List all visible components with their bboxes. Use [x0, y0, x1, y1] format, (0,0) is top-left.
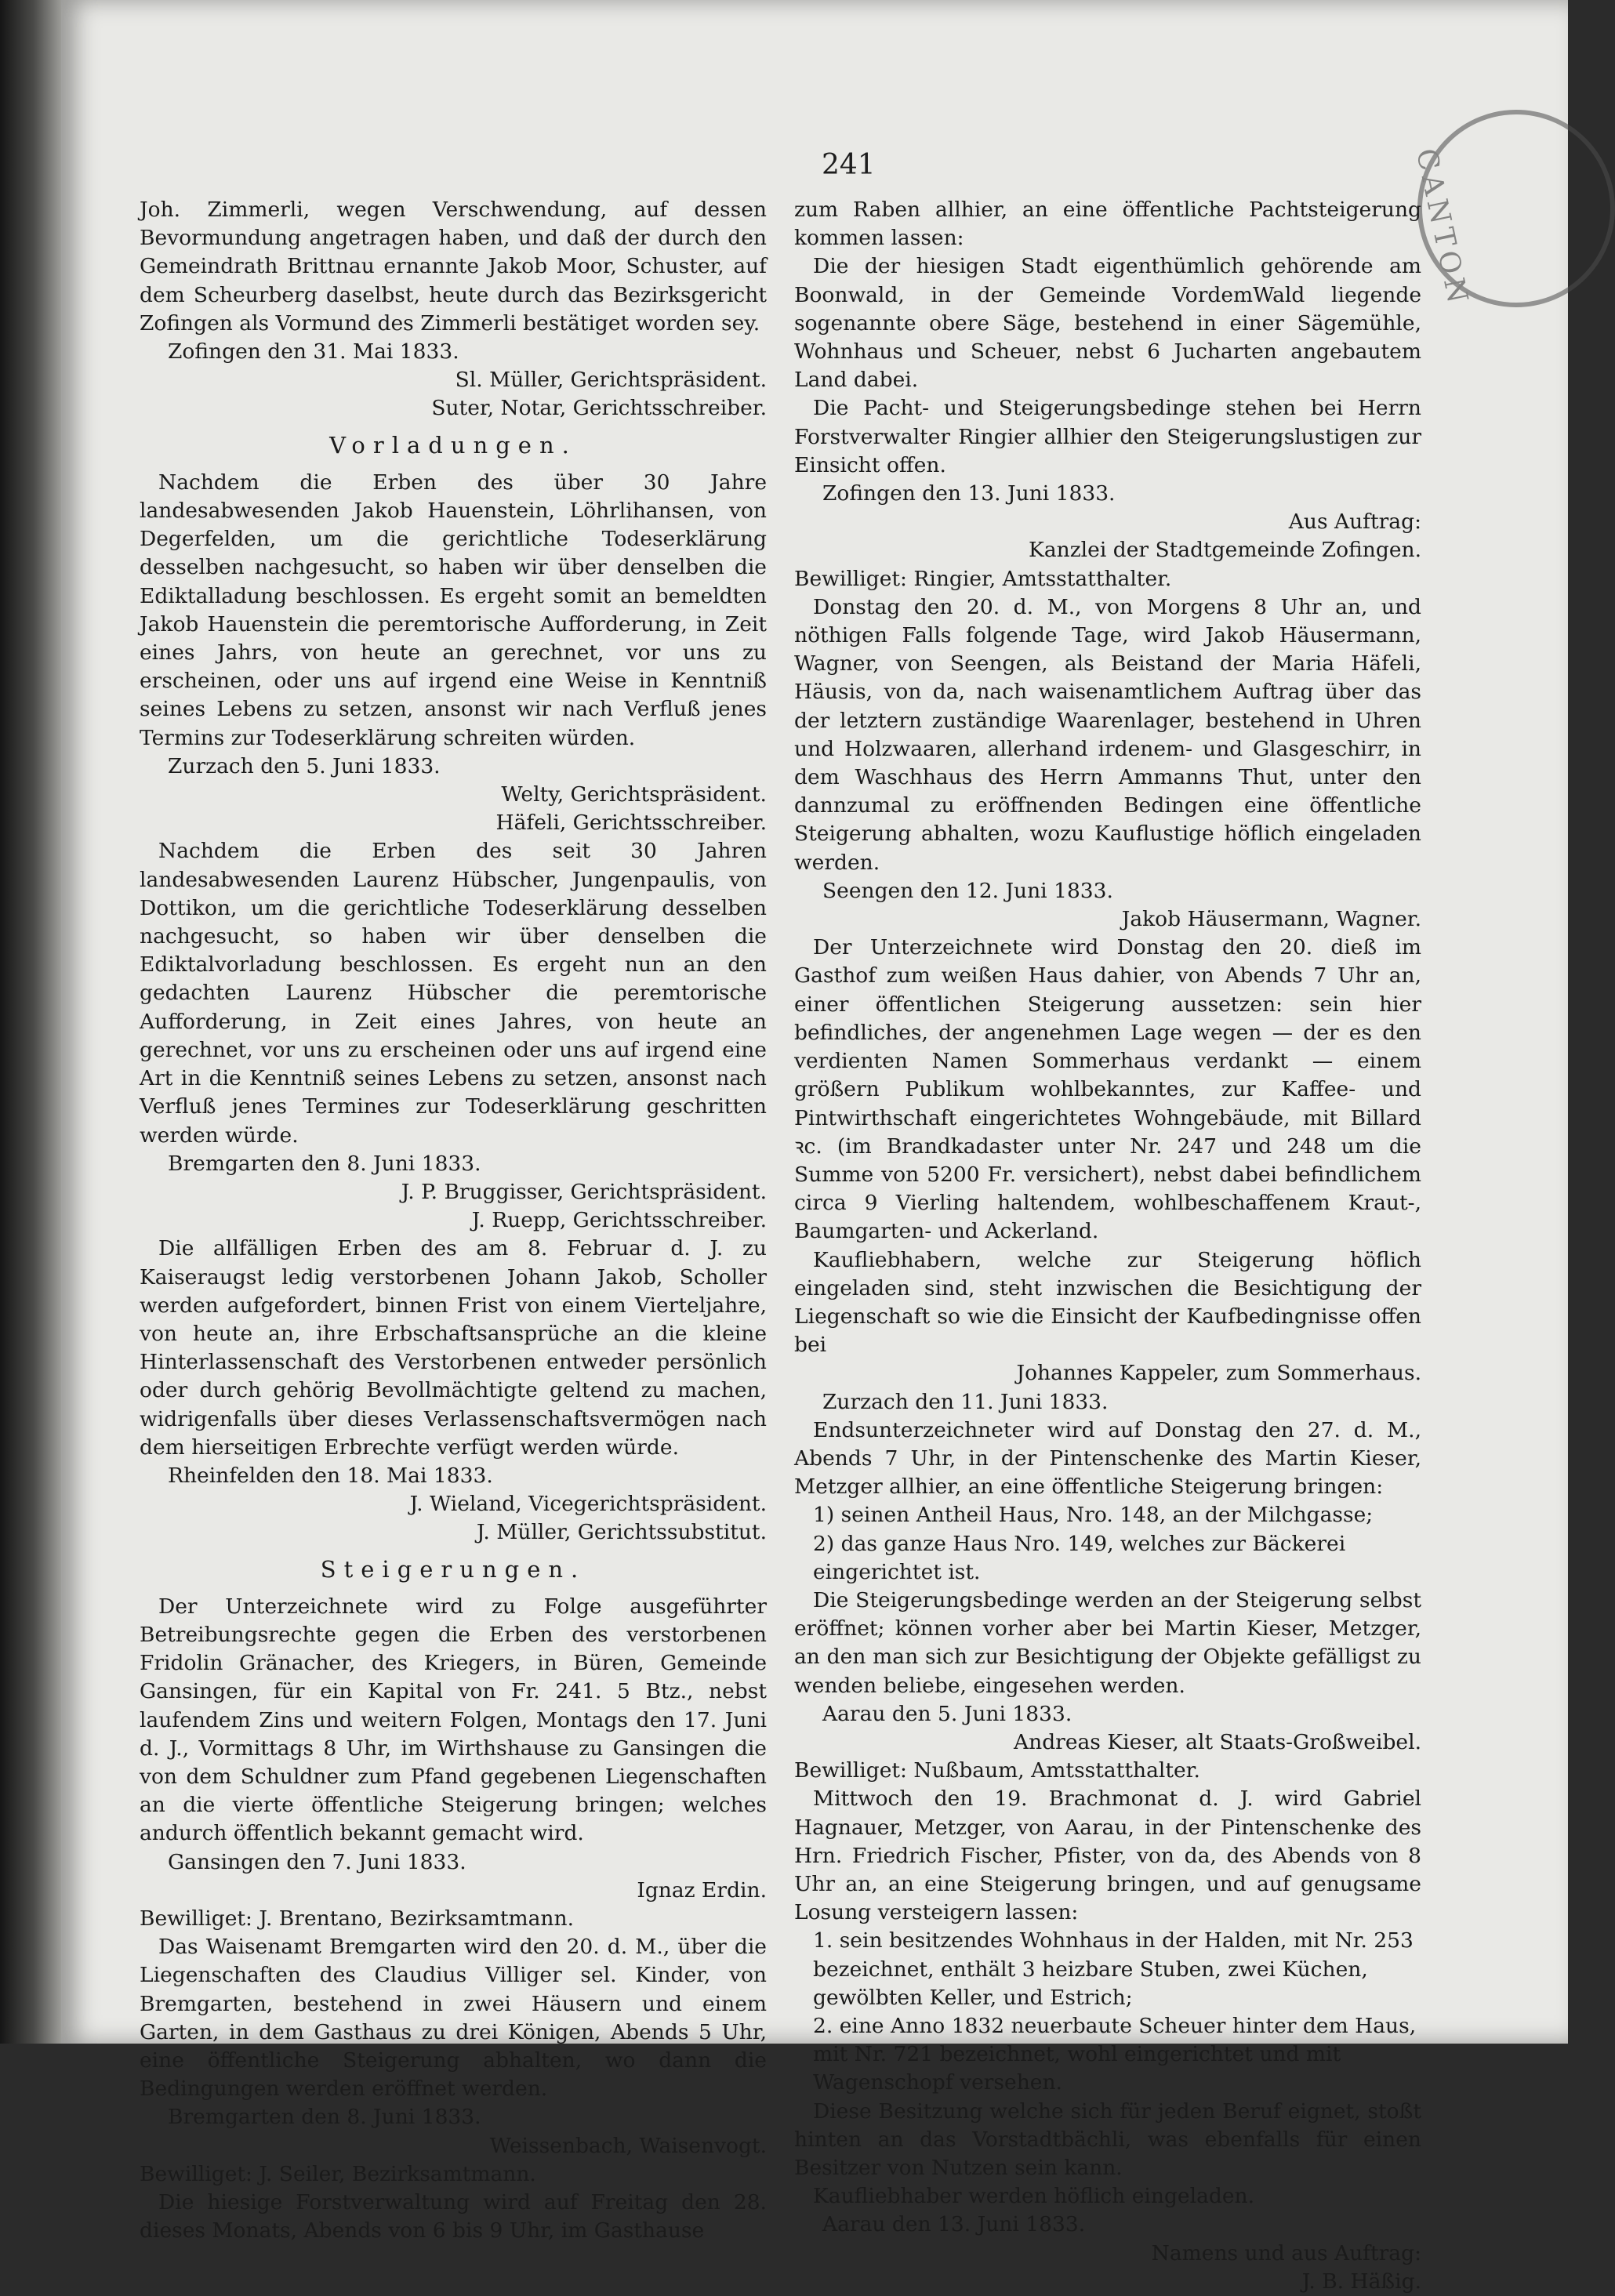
notice-kieser: Endsunterzeichneter wird auf Donstag den 27. d. M., Abends 7 Uhr, in der Pintenschenke des Martin Kieser, Metzger allhier, an eine öffentliche Steigerung bringen:: [794, 1417, 1421, 1500]
list-item: 1. sein besitzendes Wohnhaus in der Halden, mit Nr. 253 bezeichnet, enthält 3 heizbare Stuben, zwei Küchen, gewölbten Keller, und Estrich;: [813, 1928, 1414, 2010]
approval-line: Bewilliget: Ringier, Amtsstatthalter.: [794, 566, 1172, 591]
notice-kaufliebhaber: Kaufliebhabern, welche zur Steigerung höflich eingeladen sind, steht inzwischen die Besichtigung der Liegenschaft so wie die Einsicht der Kaufbedingnisse offen bei: [794, 1247, 1421, 1358]
notice-waisenamt: Das Waisenamt Bremgarten wird den 20. d. M., über die Liegenschaften des Claudius Villiger sel. Kinder, von Bremgarten, bestehend in zwei Häusern und einem Garten, in dem Gasthaus zu drei Königen, Abends 5 Uhr, eine öffentliche Steigerung abhalten, wo dann die Bedingungen werden eröffnet werden.: [140, 1935, 767, 2102]
notice-graenacher: Der Unterzeichnete wird zu Folge ausgeführter Betreibungsrechte gegen die Erben des verstorbenen Fridolin Gränacher, des Kriegers, in Büren, Gemeinde Gansingen, für ein Kapital von Fr. 241. 5 Btz., nebst laufendem Zins und weitern Folgen, Montags den 17. Juni d. J., Vormittags 8 Uhr, im Wirthshause zu Gansingen die von dem Schuldner zum Pfand gegebenen Liegenschaften an die vierte öffentliche Steigerung bringen; welches andurch öffentlich bekannt gemacht wird.: [140, 1594, 767, 1846]
notice-date: Rheinfelden den 18. Mai 1833.: [168, 1463, 493, 1488]
book-gutter: [0, 0, 61, 2044]
notice-forstverwaltung-cont: zum Raben allhier, an eine öffentliche Pachtsteigerung kommen lassen:: [794, 198, 1421, 251]
notice-date: Zurzach den 11. Juni 1833.: [822, 1389, 1109, 1414]
notice-hagnauer: Mittwoch den 19. Brachmonat d. J. wird Gabriel Hagnauer, Metzger, von Aarau, in der Pintenschenke des Hrn. Friedrich Fischer, Pfister, von da, des Abends von 8 Uhr an, an eine Steigerung bringen, und auf genugsame Losung versteigern lassen:: [794, 1786, 1421, 1925]
notice-huebscher: Nachdem die Erben des seit 30 Jahren landesabwesenden Laurenz Hübscher, Jungenpaulis, von Dottikon, um die gerichtliche Todeserklärung desselben nachgesucht, so haben wir über denselben die Ediktalvorladung beschlossen. Es ergeht nun an den gedachten Laurenz Hübscher die peremtorische Aufforderung, in Zeit eines Jahres, von heute an gerechnet, vor uns zu erscheinen oder uns auf irgend eine Art in die Kenntniß seines Lebens zu setzen, ansonst nach Verfluß jenes Termines zur Todeserklärung geschritten werden würde.: [140, 839, 767, 1148]
notice-scholler: Die allfälligen Erben des am 8. Februar d. J. zu Kaiseraugst ledig verstorbenen Johann Jakob, Scholler werden aufgefordert, binnen Frist von einem Vierteljahre, von heute an, ihre Erbschaftsansprüche an die kleine Hinterlassenschaft des Verstorbenen entweder persönlich oder durch gehörig Bevollmächtigte geltend zu machen, widrigenfalls über dieses Verlassenschaftsvermögen nach dem hierseitigen Erbrechte verfügt werden würde.: [140, 1236, 767, 1460]
notice-signature: Aus Auftrag:: [1288, 510, 1421, 535]
notice-signature: Ignaz Erdin.: [637, 1877, 767, 1902]
notice-signature: Häfeli, Gerichtsschreiber.: [495, 811, 767, 836]
stamp-text: CANTON: [1409, 146, 1475, 311]
notice-date: Zofingen den 13. Juni 1833.: [822, 481, 1116, 506]
notice-signature: Jakob Häusermann, Wagner.: [1121, 907, 1421, 932]
notice-sommerhaus: Der Unterzeichnete wird Donstag den 20. dieß im Gasthof zum weißen Haus dahier, von Abends 7 Uhr an, einer öffentlichen Steigerung aussetzen: sein hier befindliches, der angenehmen Lage wegen — der es den verdienten Namen Sommerhaus verdankt — einem größern Publikum wohlbekanntes, zur Kaffee- und Pintwirthschaft eingerichtetes Wohngebäude, mit Billard ꝛc. (im Brandkadaster unter Nr. 247 und 248 um die Summe von 5200 Fr. versichert), nebst dabei befindlichem circa 9 Vierling haltendem, wohlbeschaffenem Kraut-, Baumgarten- und Ackerland.: [794, 935, 1421, 1244]
notice-signature: J. P. Bruggisser, Gerichtspräsident.: [401, 1179, 767, 1204]
notice-signature: Weissenbach, Waisenvogt.: [489, 2133, 767, 2158]
notice-date: Bremgarten den 8. Juni 1833.: [168, 1151, 481, 1176]
notice-zimmerli: Joh. Zimmerli, wegen Verschwendung, auf dessen Bevormundung angetragen haben, und daß der durch den Gemeindrath Brittnau ernannte Jakob Moor, Schuster, auf dem Scheurberg daselbst, heute durch das Bezirksgericht Zofingen als Vormund des Zimmerli bestätiget worden sey.: [140, 198, 767, 336]
notice-date: Aarau den 5. Juni 1833.: [822, 1701, 1072, 1726]
notice-forstverwaltung: Die hiesige Forstverwaltung wird auf Freitag den 28. dieses Monats, Abends von 6 bis 9 Uhr, im Gasthause: [140, 2190, 767, 2243]
notice-signature: J. Wieland, Vicegerichtspräsident.: [409, 1492, 767, 1517]
list-item: 2. eine Anno 1832 neuerbaute Scheuer hinter dem Haus, mit Nr. 721 bezeichnet, wohl eingerichtet und mit Wagenschopf versehen.: [813, 2014, 1417, 2095]
page-number: 241: [822, 149, 876, 181]
approval-line: Bewilliget: J. Seiler, Bezirksamtmann.: [140, 2161, 536, 2186]
notice-kieser-bedinge: Die Steigerungsbedinge werden an der Steigerung selbst eröffnet; können vorher aber bei Martin Kieser, Metzger, an den man sich zur Besichtigung der Objekte gefälligst zu wenden beliebe, eingesehen werden.: [794, 1587, 1421, 1698]
notice-besitzung: Diese Besitzung welche sich für jeden Beruf eignet, stoßt hinten an das Vorstadtbächli, was ebenfalls für einen Besitzer von Nutzen sein kann.: [794, 2098, 1421, 2181]
notice-date: Zurzach den 5. Juni 1833.: [168, 753, 441, 778]
notice-kaufliebhaber-2: Kaufliebhaber werden höflich eingeladen.: [813, 2184, 1255, 2209]
notice-obere-saege: Die der hiesigen Stadt eigenthümlich gehörende am Boonwald, in der Gemeinde VordemWald liegende sogenannte obere Säge, bestehend in einer Sägemühle, Wohnhaus und Scheuer, nebst 6 Jucharten angebautem Land dabei.: [794, 254, 1421, 393]
right-column: [794, 196, 1421, 2294]
approval-line: Bewilliget: J. Brentano, Bezirksamtmann.: [140, 1906, 574, 1931]
notice-date: Aarau den 13. Juni 1833.: [822, 2212, 1086, 2237]
notice-date: Zofingen den 31. Mai 1833.: [168, 339, 459, 365]
notice-signature: Suter, Notar, Gerichtsschreiber.: [431, 396, 767, 421]
section-heading-vorladungen: Vorladungen.: [329, 431, 577, 459]
section-heading-steigerungen: Steigerungen.: [320, 1555, 586, 1583]
notice-signature: Andreas Kieser, alt Staats-Großweibel.: [1013, 1729, 1421, 1754]
notice-signature: Namens und aus Auftrag:: [1151, 2240, 1421, 2265]
notice-signature: Sl. Müller, Gerichtspräsident.: [455, 368, 767, 393]
notice-date: Gansingen den 7. Juni 1833.: [168, 1849, 466, 1874]
notice-signature: Johannes Kappeler, zum Sommerhaus.: [1016, 1361, 1421, 1386]
notice-pachtbedinge: Die Pacht- und Steigerungsbedinge stehen bei Herrn Forstverwalter Ringier allhier den Steigerungslustigen zur Einsicht offen.: [794, 396, 1421, 477]
notice-hauenstein: Nachdem die Erben des über 30 Jahre landesabwesenden Jakob Hauenstein, Löhrlihansen, von Degerfelden, um die gerichtliche Todeserklärung desselben nachgesucht, so haben wir über denselben die Ediktalladung beschlossen. Es ergeht somit an bemeldten Jakob Hauenstein die peremtorische Aufforderung, in Zeit eines Jahrs, von heute an gerechnet, vor uns zu erscheinen, oder uns auf irgend eine Weise in Kenntniß seines Lebens zu setzen, ansonst wir nach Verfluß jenes Termins zur Todeserklärung schreiten würden.: [140, 470, 767, 750]
left-column: [140, 196, 767, 2243]
notice-haeusermann: Donstag den 20. d. M., von Morgens 8 Uhr an, und nöthigen Falls folgende Tage, wird Jakob Häusermann, Wagner, von Seengen, als Beistand der Maria Häfeli, Häusis, von da, nach waisenamtlichem Auftrag über das der letztern zuständige Waarenlager, bestehend in Uhren und Holzwaaren, allerhand irdenem- und Glasgeschirr, in dem Waschhaus des Herrn Ammanns Thut, unter den dannzumal zu eröffnenden Bedingen eine öffentliche Steigerung abhalten, wozu Kauflustige höflich eingeladen werden.: [794, 594, 1421, 875]
newspaper-page: [61, 0, 1568, 2294]
notice-date: Bremgarten den 8. Juni 1833.: [168, 2105, 481, 2130]
notice-date: Seengen den 12. Juni 1833.: [822, 878, 1113, 903]
list-item: 1) seinen Antheil Haus, Nro. 148, an der Milchgasse;: [813, 1503, 1374, 1528]
list-item: 2) das ganze Haus Nro. 149, welches zur Bäckerei eingerichtet ist.: [813, 1531, 1346, 1584]
notice-signature: J. Ruepp, Gerichtsschreiber.: [471, 1208, 767, 1233]
notice-signature: J. Müller, Gerichtssubstitut.: [476, 1520, 767, 1545]
notice-signature: Welty, Gerichtspräsident.: [501, 782, 767, 807]
notice-signature: J. B. Häßig.: [1301, 2269, 1421, 2294]
notice-signature: Kanzlei der Stadtgemeinde Zofingen.: [1029, 538, 1421, 563]
approval-line: Bewilliget: Nußbaum, Amtsstatthalter.: [794, 1758, 1200, 1783]
library-stamp: [1409, 110, 1615, 311]
